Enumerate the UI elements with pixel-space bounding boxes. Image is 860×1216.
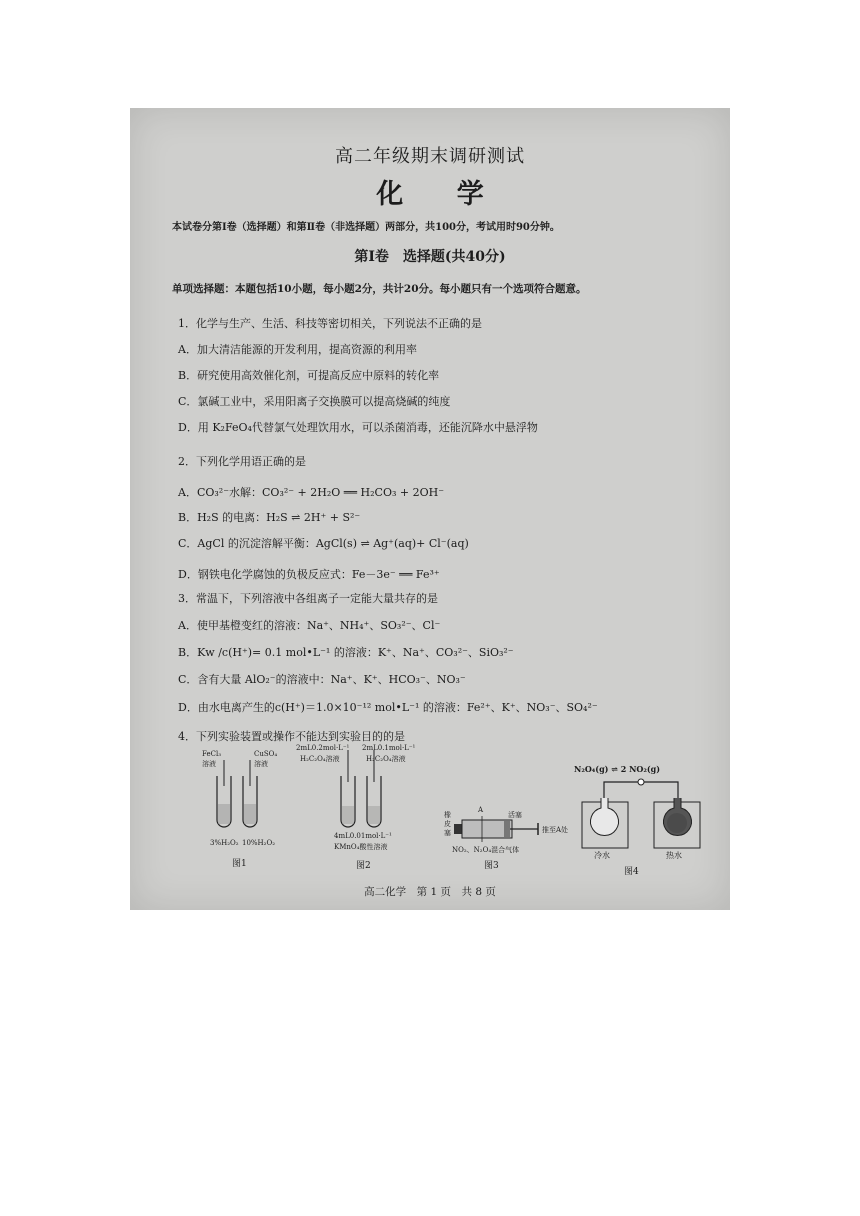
fig3-label-rubber-3: 塞 — [444, 829, 451, 837]
fig2-label-kmno4: KMnO₄酸性溶液 — [334, 843, 388, 851]
fig2-label-conc-2: 2mL0.1mol·L⁻¹ — [362, 744, 416, 752]
question-2-option-c: C．AgCl 的沉淀溶解平衡：AgCl(s) ⇌ Ag⁺(aq)+ Cl⁻(aq) — [178, 537, 469, 550]
fig4-label-cold-water: 冷水 — [594, 851, 610, 860]
fig2-label-solution-2: H₂C₂O₄溶液 — [366, 755, 406, 763]
exam-sheet-photo — [130, 108, 730, 910]
question-3-option-c: C．含有大量 AlO₂⁻的溶液中：Na⁺、K⁺、HCO₃⁻、NO₃⁻ — [178, 673, 466, 686]
fig1-label-h2o2-3: 3%H₂O₂ — [210, 839, 239, 847]
question-3-option-a: A．使甲基橙变红的溶液：Na⁺、NH₄⁺、SO₃²⁻、Cl⁻ — [178, 619, 441, 632]
fig4-label-hot-water: 热水 — [666, 851, 682, 860]
exam-title: 高二年级期末调研测试 — [335, 146, 525, 167]
question-2-stem: 2．下列化学用语正确的是 — [178, 455, 306, 468]
question-1-stem: 1．化学与生产、生活、科技等密切相关，下列说法不正确的是 — [178, 317, 482, 330]
exam-intro: 本试卷分第Ⅰ卷（选择题）和第Ⅱ卷（非选择题）两部分，共100分，考试用时90分钟。 — [172, 222, 560, 233]
section-instructions: 单项选择题：本题包括10小题，每小题2分，共计20分。每小题只有一个选项符合题意。 — [172, 283, 587, 295]
fig4-flasks-drawing — [578, 776, 704, 852]
fig4-caption: 图4 — [624, 867, 639, 877]
fig3-label-push: 推至A处 — [542, 826, 569, 834]
fig3-caption: 图3 — [484, 861, 499, 871]
question-1-option-a: A．加大清洁能源的开发利用，提高资源的利用率 — [178, 343, 417, 356]
fig2-test-tubes-drawing — [336, 748, 386, 834]
fig3-label-piston: 活塞 — [508, 811, 522, 819]
section-heading: 第Ⅰ卷 选择题(共40分) — [354, 249, 506, 265]
question-1-option-c: C．氯碱工业中，采用阳离子交换膜可以提高烧碱的纯度 — [178, 395, 451, 408]
question-3-stem: 3．常温下，下列溶液中各组离子一定能大量共存的是 — [178, 592, 438, 605]
fig1-caption: 图1 — [232, 859, 247, 869]
question-2-option-b: B．H₂S 的电离：H₂S ⇌ 2H⁺ + S²⁻ — [178, 511, 361, 524]
fig1-label-h2o2-10: 10%H₂O₂ — [242, 839, 276, 847]
fig2-label-solution-1: H₂C₂O₄溶液 — [300, 755, 340, 763]
fig3-label-rubber-1: 橡 — [444, 811, 451, 819]
fig2-label-conc-1: 2mL0.2mol·L⁻¹ — [296, 744, 350, 752]
question-1-option-d: D．用 K₂FeO₄代替氯气处理饮用水，可以杀菌消毒，还能沉降水中悬浮物 — [178, 421, 538, 434]
fig3-label-gas: NO₂、N₂O₄混合气体 — [452, 846, 520, 854]
fig3-label-rubber-2: 皮 — [444, 820, 451, 828]
fig4-equation: N₂O₄(g) ⇌ 2 NO₂(g) — [574, 764, 661, 774]
question-4-stem: 4．下列实验装置或操作不能达到实验目的的是 — [178, 730, 405, 743]
fig1-label-solution-1: 溶液 — [202, 760, 216, 768]
question-1-option-b: B．研究使用高效催化剂，可提高反应中原料的转化率 — [178, 369, 440, 382]
page-footer: 高二化学 第 1 页 共 8 页 — [364, 886, 496, 898]
question-3-option-b: B．Kw /c(H⁺)= 0.1 mol•L⁻¹ 的溶液：K⁺、Na⁺、CO₃²⁻、SiO₃²⁻ — [178, 646, 514, 659]
fig1-label-solution-2: 溶液 — [254, 760, 268, 768]
fig1-label-fecl3: FeCl₃ — [202, 750, 222, 758]
question-3-option-d: D．由水电离产生的c(H⁺)＝1.0×10⁻¹² mol•L⁻¹ 的溶液：Fe²⁺、K⁺、NO₃⁻、SO₄²⁻ — [178, 701, 598, 714]
fig3-syringe-drawing — [454, 815, 544, 843]
fig1-test-tubes-drawing — [212, 758, 272, 838]
question-2-option-a: A．CO₃²⁻水解：CO₃²⁻ + 2H₂O ══ H₂CO₃ + 2OH⁻ — [178, 486, 445, 499]
fig1-label-cuso4: CuSO₄ — [254, 750, 278, 758]
subject-title: 化 学 — [376, 179, 506, 210]
question-2-option-d: D．钢铁电化学腐蚀的负极反应式：Fe－3e⁻ ══ Fe³⁺ — [178, 568, 440, 581]
fig3-label-a: A — [478, 806, 484, 814]
fig2-caption: 图2 — [356, 861, 371, 871]
fig2-label-kmno4-conc: 4mL0.01mol·L⁻¹ — [334, 832, 392, 840]
